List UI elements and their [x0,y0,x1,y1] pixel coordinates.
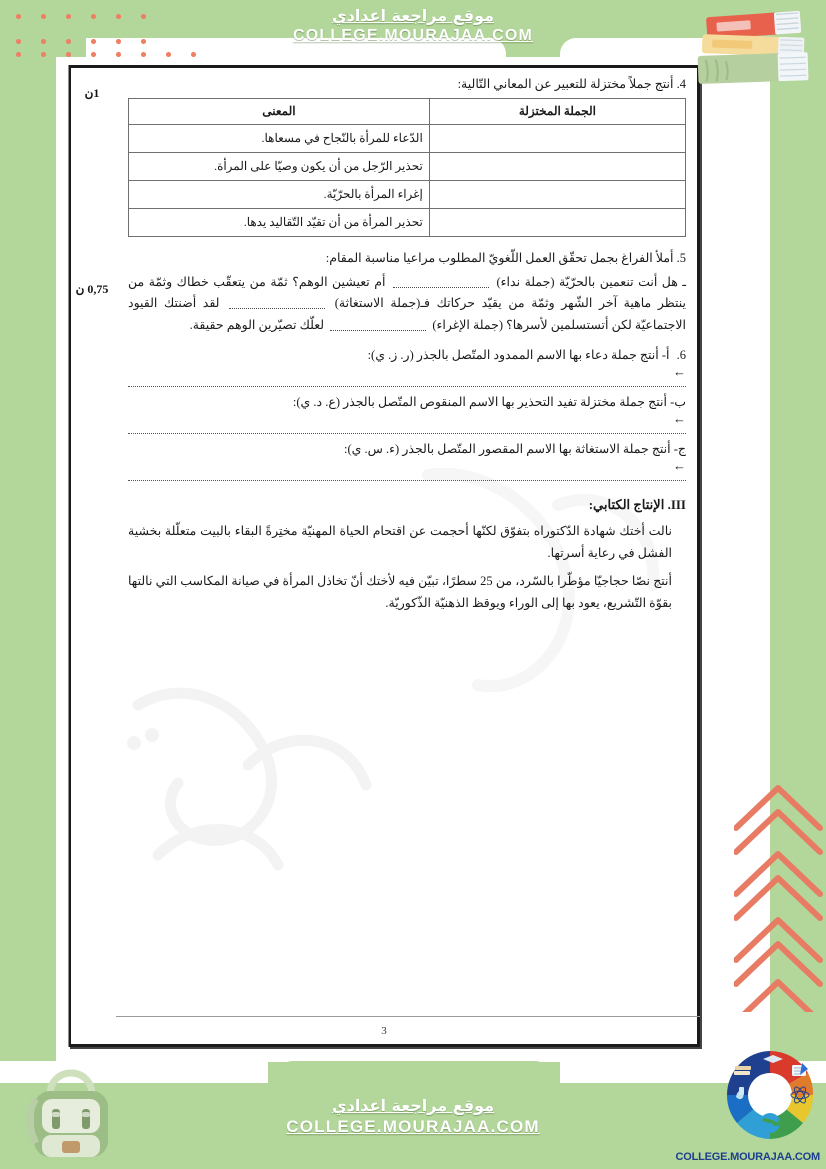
question-5-body [128,272,686,337]
footer-rule [116,1016,700,1017]
q5-text-a: ـ هل أنت تنعمين بالحرّيّة (جملة نداء) [496,274,687,289]
essay-instruction: أنتج نصّا حجاجيّا مؤطّرا بالسّرد، من 25 سطرًا، تبيّن فيه لأختك أنّ تخاذل المرأة في صيانة المكاسب التي نالتها بقوّة التّشريع، يعود بها إلى الوراء ويوقظ الذهنيّة الذّكوريّة. [128,574,673,610]
answer-line[interactable] [128,458,686,481]
document-content [68,65,700,1047]
q5-blank-1[interactable] [393,276,489,288]
essay-writing-area[interactable] [128,625,686,925]
document-paper [56,57,770,1062]
question-6-label-c: ج- [673,442,686,457]
essay-context: نالت أختك شهادة الدّكتوراه بتفوّق لكنّها أحجمت عن اقتحام الحياة المهنيّة مختِرةً البقاء بالبيت متعلّلة بخشية الفشل في رعاية أسرتها. [128,524,672,561]
meaning-cell: إغراء المرأة بالحرّيّة. [129,180,430,208]
answer-cell[interactable] [429,180,685,208]
books-stack-icon [690,2,820,88]
question-6-number: 6. [676,348,686,362]
meaning-cell: تحذير المرأة من أن تقيّد التّقاليد يدها. [129,208,430,236]
q5-blank-2[interactable] [229,297,325,309]
arrow-icon: ← [673,364,686,380]
question-4-prompt: 4. أنتج جملاً مختزلة للتعبير عن المعاني التّالية: [457,77,686,91]
question-5-prompt: 5. أملأ الفراغ بجمل تحقّق العمل اللّغويّ المطلوب مراعيا مناسبة المقام: [325,250,686,265]
arrow-icon: ← [673,458,686,474]
question-6-label-b: ب- [670,395,686,410]
logo-caption: COLLEGE.MOURAJAA.COM [675,1151,820,1163]
arrow-icon: ← [673,411,686,427]
section-3-title: الإنتاج الكتابي: [588,497,665,513]
meaning-cell: الدّعاء للمرأة بالنّجاح في مسعاها. [129,124,430,152]
question-6-label-a: أ- [661,348,670,362]
answer-cell[interactable] [429,124,685,152]
question-6-item-c [128,440,686,458]
q5-blank-3[interactable] [330,319,426,331]
q5-text-b2: لعلّك تصيّرين الوهم حقيقة. [189,317,325,332]
mark-question-4: 1ن [84,86,100,100]
question-6-text-a: أنتج جملة دعاء بها الاسم الممدود المتّصل بالجذر (ر. ز. ي): [367,348,659,362]
mark-question-5: 0,75 ن [75,282,109,296]
q5-text-b: لقد أضنتك القيود الاجتماعيّة لكن أتستسلمين لأسرها؟ (جملة الإغراء) [128,296,686,332]
marks-column [68,65,116,1047]
site-header-arabic: موقع مراجعة اعدادي [331,6,495,25]
table-header-answer: الجملة المختزلة [429,98,685,124]
table-row [129,208,686,236]
table-row [129,180,686,208]
answer-line[interactable] [128,364,686,387]
table-row [129,152,686,180]
site-footer-url[interactable]: COLLEGE.MOURAJAA.COM [286,1117,540,1136]
section-3-heading [128,497,686,513]
section-3-roman: III. [667,497,686,513]
site-header-url[interactable]: COLLEGE.MOURAJAA.COM [293,27,533,44]
answer-cell[interactable] [429,208,685,236]
table-row [129,124,686,152]
q5-text-a2: أم تعيشين الوهم؟ ثمّة من يتعقّب خطاك وثمّة من ينتظر ماهية آخر الشّهر وثمّة من يقيّد حركاتك فـ(جملة الاستغاثة) [128,274,687,310]
page-number: 3 [381,1025,387,1037]
site-footer [0,1096,826,1137]
table-header-meaning: المعنى [129,98,430,124]
question-6-item-a [128,346,686,364]
sentences-table [128,98,686,237]
questions-column [116,65,700,1047]
answer-line[interactable] [128,411,686,434]
question-6-item-b [128,393,686,411]
answer-cell[interactable] [429,152,685,180]
chevron-decoration [734,782,826,1012]
footer-notch-decoration [268,1061,560,1091]
meaning-cell: تحذير الرّجل من أن يكون وصيّا على المرأة. [129,152,430,180]
table-header-row [129,98,686,124]
site-footer-arabic: موقع مراجعة اعدادي [331,1096,495,1115]
question-6-text-b: أنتج جملة مختزلة تفيد التحذير بها الاسم المنقوص المتّصل بالجذر (ع. د. ي): [292,395,667,410]
question-6-text-c: أنتج جملة الاستغاثة بها الاسم المقصور المتّصل بالجذر (ء. س. ي): [344,442,671,457]
